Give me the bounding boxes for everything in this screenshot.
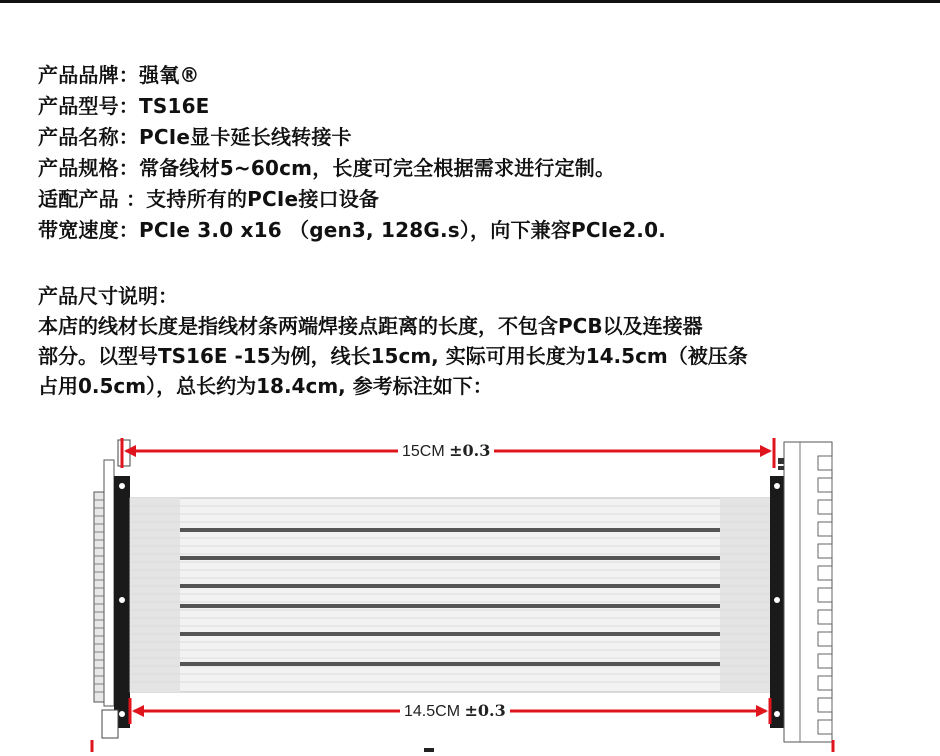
- dimension-tolerance: ±0.3: [464, 701, 506, 720]
- spec-value: 支持所有的PCIe接口设备: [146, 187, 380, 211]
- spec-specification: [38, 153, 666, 184]
- spec-value: TS16E: [139, 94, 210, 118]
- dimension-tolerance: ±0.3: [449, 441, 491, 460]
- spec-label: 适配产品 ：: [38, 187, 147, 211]
- size-description: [38, 281, 918, 401]
- top-divider: [0, 0, 940, 3]
- spec-label: 带宽速度：: [38, 218, 139, 242]
- dimension-value: 14.5CM: [404, 703, 461, 720]
- spec-label: 产品名称：: [38, 125, 139, 149]
- spec-list: [38, 60, 666, 246]
- spec-bandwidth: [38, 215, 666, 246]
- spec-value: 强氧®: [139, 63, 200, 87]
- bottom-dimension-label: [400, 701, 510, 722]
- spec-compatible: [38, 184, 666, 215]
- top-dimension-label: [398, 441, 494, 462]
- riser-cable-diagram: [0, 420, 940, 752]
- spec-brand: [38, 60, 666, 91]
- spec-label: 产品型号：: [38, 94, 139, 118]
- spec-value: 常备线材5~60cm，长度可完全根据需求进行定制。: [139, 156, 616, 180]
- size-text-line: 部分。以型号TS16E -15为例，线长15cm, 实际可用长度为14.5cm（被压条: [38, 344, 748, 368]
- spec-label: 产品品牌：: [38, 63, 139, 87]
- spec-value: PCIe显卡延长线转接卡: [139, 125, 352, 149]
- left-connector-board: [94, 440, 130, 738]
- spec-name: [38, 122, 666, 153]
- size-heading: 产品尺寸说明：: [38, 284, 178, 308]
- size-text-line: 本店的线材长度是指线材条两端焊接点距离的长度，不包含PCB以及连接器: [38, 314, 703, 338]
- ribbon-cable: [130, 498, 770, 692]
- spec-value: PCIe 3.0 x16 （gen3, 128G.s），向下兼容PCIe2.0.: [139, 218, 667, 242]
- total-length-marks: [92, 740, 833, 752]
- dimension-value: 15CM: [402, 443, 445, 460]
- right-connector-slot: [770, 442, 832, 742]
- spec-model: [38, 91, 666, 122]
- size-text-line: 占用0.5cm），总长约为18.4cm, 参考标注如下：: [38, 374, 493, 398]
- spec-label: 产品规格：: [38, 156, 139, 180]
